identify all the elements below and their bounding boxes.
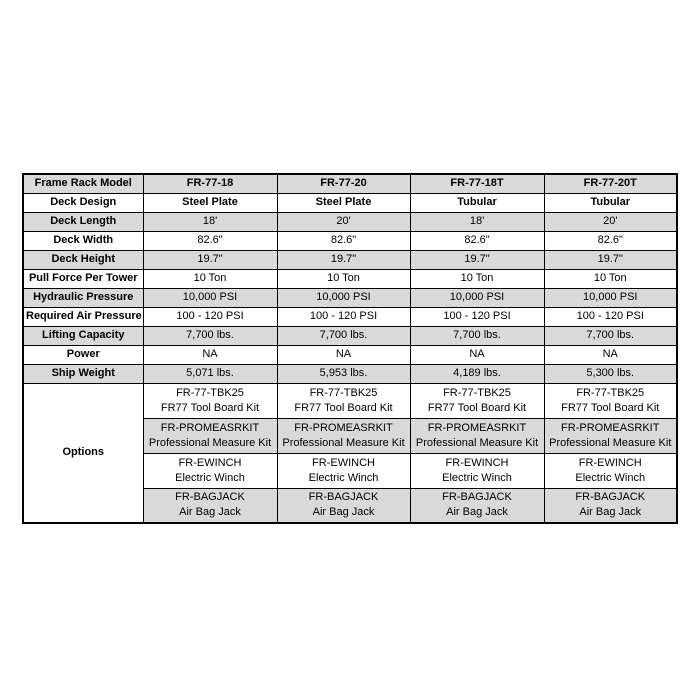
option-name: FR77 Tool Board Kit [294, 401, 393, 414]
spec-value: 7,700 lbs. [410, 326, 544, 345]
option-cell [143, 383, 277, 418]
spec-value: 10 Ton [143, 269, 277, 288]
option-name: Electric Winch [175, 471, 245, 484]
spec-value: 10 Ton [410, 269, 544, 288]
spec-value: 100 - 120 PSI [544, 307, 677, 326]
row-deck-design [23, 193, 677, 212]
row-label-pull-force: Pull Force Per Tower [23, 269, 143, 288]
col-header-fr-77-20t: FR-77-20T [544, 174, 677, 193]
option-cell [544, 383, 677, 418]
option-cell [277, 383, 410, 418]
option-code: FR-77-TBK25 [176, 386, 244, 399]
spec-value: 19.7" [410, 250, 544, 269]
spec-value: 82.6" [544, 231, 677, 250]
row-label-lifting-capacity: Lifting Capacity [23, 326, 143, 345]
option-name: Air Bag Jack [579, 506, 642, 519]
row-lifting-capacity [23, 326, 677, 345]
spec-value: 10,000 PSI [544, 288, 677, 307]
option-code: FR-EWINCH [445, 456, 509, 469]
spec-value: NA [143, 345, 277, 364]
spec-value: 7,700 lbs. [544, 326, 677, 345]
row-power [23, 345, 677, 364]
row-label-deck-height: Deck Height [23, 250, 143, 269]
spec-value: NA [277, 345, 410, 364]
option-name: Air Bag Jack [446, 506, 508, 519]
spec-value: 10 Ton [277, 269, 410, 288]
option-name: Air Bag Jack [312, 506, 375, 519]
spec-value: Steel Plate [277, 193, 410, 212]
option-name: Electric Winch [308, 471, 379, 484]
option-code: FR-77-TBK25 [309, 386, 378, 399]
row-label-hydraulic-pressure: Hydraulic Pressure [23, 288, 143, 307]
spec-value: 100 - 120 PSI [410, 307, 544, 326]
spec-value: 20' [544, 212, 677, 231]
spec-value: 18' [143, 212, 277, 231]
option-cell [143, 488, 277, 523]
option-code: FR-EWINCH [312, 456, 375, 469]
option-cell [410, 418, 544, 453]
option-cell [544, 488, 677, 523]
option-name: Air Bag Jack [179, 506, 241, 519]
option-cell [410, 453, 544, 488]
spec-value: 5,300 lbs. [544, 364, 677, 383]
option-code: FR-BAGJACK [442, 491, 512, 504]
spec-value: 7,700 lbs. [143, 326, 277, 345]
option-code: FR-77-TBK25 [576, 386, 645, 399]
spec-value: Tubular [410, 193, 544, 212]
spec-value: 100 - 120 PSI [143, 307, 277, 326]
option-cell [143, 453, 277, 488]
spec-value: 10 Ton [544, 269, 677, 288]
option-name: FR77 Tool Board Kit [561, 401, 660, 414]
option-cell [544, 453, 677, 488]
row-deck-height [23, 250, 677, 269]
spec-value: 82.6" [277, 231, 410, 250]
spec-value: Tubular [544, 193, 677, 212]
option-name: Professional Measure Kit [415, 436, 539, 449]
option-cell [277, 453, 410, 488]
spec-value: 20' [277, 212, 410, 231]
spec-value: 18' [410, 212, 544, 231]
row-label-deck-width: Deck Width [23, 231, 143, 250]
option-name: FR77 Tool Board Kit [160, 401, 260, 414]
spec-value: 10,000 PSI [143, 288, 277, 307]
spec-value: Steel Plate [143, 193, 277, 212]
col-header-fr-77-18: FR-77-18 [143, 174, 277, 193]
row-label-frame-rack-model: Frame Rack Model [23, 174, 143, 193]
spec-table [22, 173, 678, 524]
option-name: Professional Measure Kit [282, 436, 405, 449]
spec-value: 19.7" [544, 250, 677, 269]
spec-value: 19.7" [277, 250, 410, 269]
spec-value: 5,953 lbs. [277, 364, 410, 383]
spec-value: 5,071 lbs. [143, 364, 277, 383]
row-hydraulic-pressure [23, 288, 677, 307]
row-label-power: Power [23, 345, 143, 364]
option-code: FR-PROMEASRKIT [160, 421, 260, 434]
spec-value: NA [410, 345, 544, 364]
spec-value: 100 - 120 PSI [277, 307, 410, 326]
col-header-fr-77-18t: FR-77-18T [410, 174, 544, 193]
spec-value: NA [544, 345, 677, 364]
row-label-ship-weight: Ship Weight [23, 364, 143, 383]
option-code: FR-PROMEASRKIT [427, 421, 527, 434]
spec-value: 82.6" [143, 231, 277, 250]
option-cell [544, 418, 677, 453]
option-code: FR-BAGJACK [575, 491, 646, 504]
spec-value: 82.6" [410, 231, 544, 250]
row-label-options: Options [23, 383, 143, 523]
col-header-fr-77-20: FR-77-20 [277, 174, 410, 193]
option-code: FR-77-TBK25 [443, 386, 511, 399]
option-code: FR-PROMEASRKIT [294, 421, 393, 434]
spec-value: 7,700 lbs. [277, 326, 410, 345]
row-label-required-air-pressure: Required Air Pressure [23, 307, 143, 326]
spec-value: 4,189 lbs. [410, 364, 544, 383]
row-label-deck-length: Deck Length [23, 212, 143, 231]
option-name: FR77 Tool Board Kit [427, 401, 527, 414]
option-name: Electric Winch [442, 471, 512, 484]
option-cell [277, 418, 410, 453]
option-code: FR-BAGJACK [175, 491, 245, 504]
option-cell [410, 488, 544, 523]
row-deck-width [23, 231, 677, 250]
options-row-tool-board-kit [23, 383, 677, 418]
option-code: FR-PROMEASRKIT [561, 421, 660, 434]
row-label-deck-design: Deck Design [23, 193, 143, 212]
row-pull-force [23, 269, 677, 288]
option-code: FR-BAGJACK [308, 491, 379, 504]
option-name: Professional Measure Kit [549, 436, 672, 449]
row-required-air-pressure [23, 307, 677, 326]
row-ship-weight [23, 364, 677, 383]
spec-value: 10,000 PSI [277, 288, 410, 307]
option-code: FR-EWINCH [178, 456, 242, 469]
option-cell [410, 383, 544, 418]
option-name: Electric Winch [575, 471, 646, 484]
option-cell [277, 488, 410, 523]
spec-value: 10,000 PSI [410, 288, 544, 307]
header-row [23, 174, 677, 193]
option-name: Professional Measure Kit [148, 436, 272, 449]
option-code: FR-EWINCH [578, 456, 642, 469]
option-cell [143, 418, 277, 453]
row-deck-length [23, 212, 677, 231]
spec-value: 19.7" [143, 250, 277, 269]
